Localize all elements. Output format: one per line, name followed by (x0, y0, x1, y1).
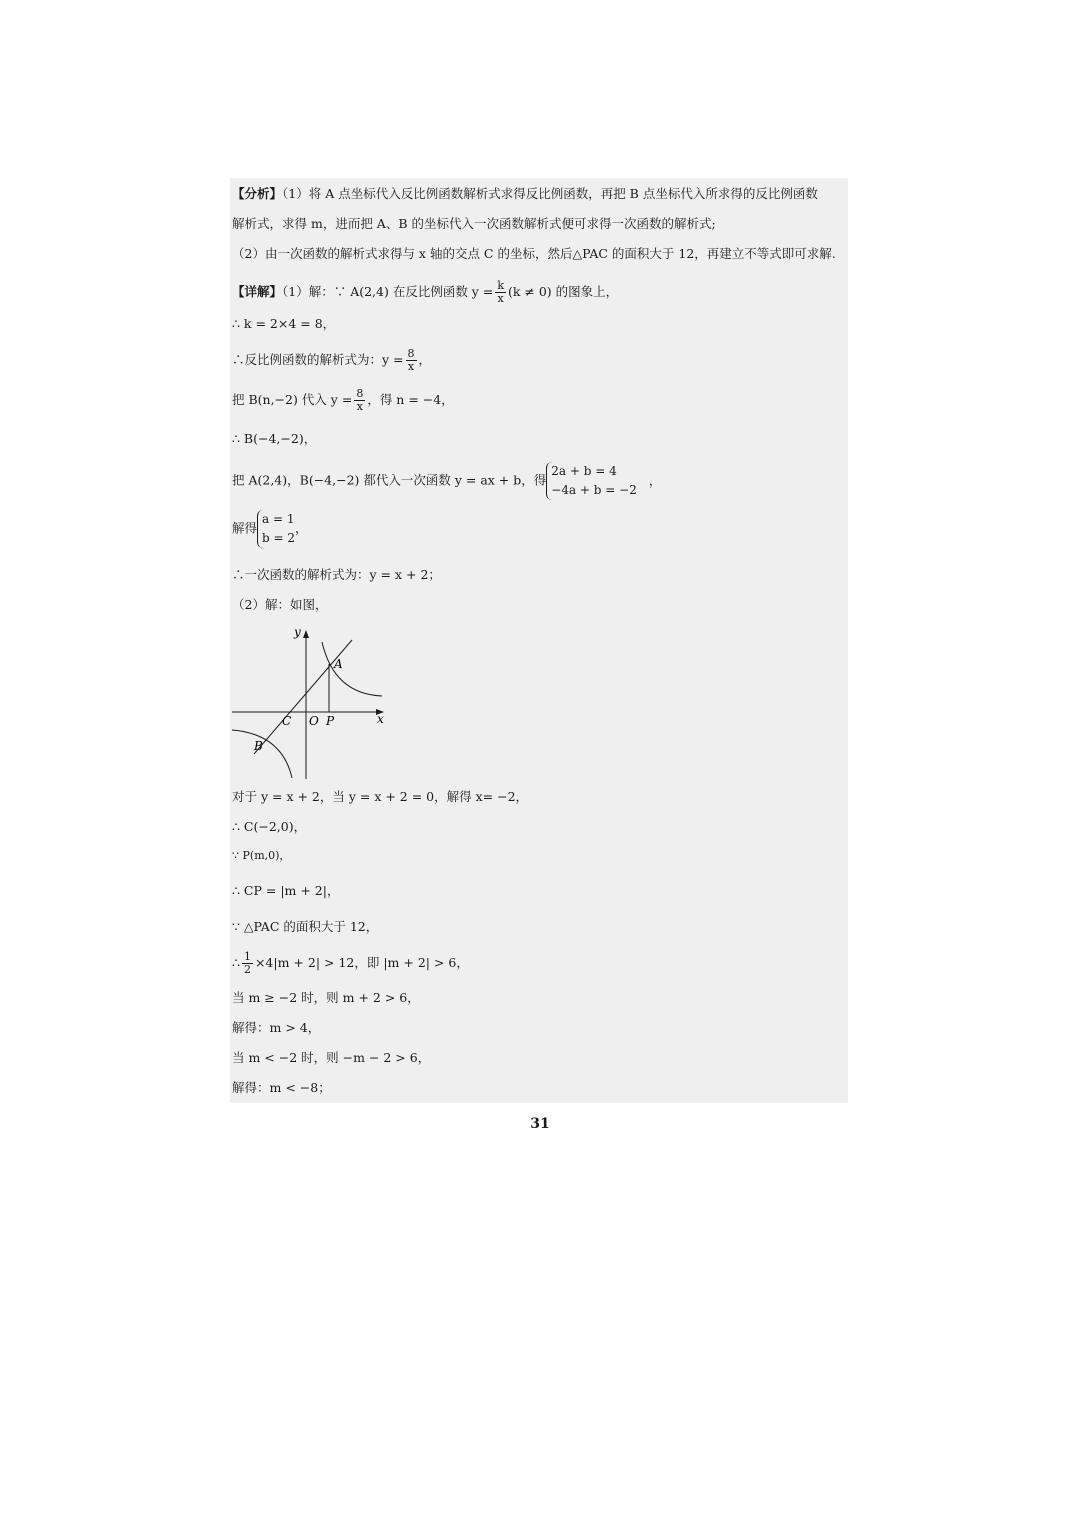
detail-tag: 【详解】 (232, 284, 283, 299)
detail-text-7a: 解得 (232, 520, 258, 536)
label-c: C (282, 714, 292, 728)
detail-line-9: （2）解：如图， (232, 597, 328, 612)
fraction-denominator: 2 (243, 963, 251, 976)
detail-line-16: 当 m ≥ −2 时，则 m + 2 > 6， (232, 990, 420, 1005)
detail-text-7b: ， (295, 520, 308, 536)
detail-line-3 (232, 348, 431, 373)
equation-row: b = 2 (262, 531, 296, 545)
fraction-one-half (242, 951, 253, 976)
fraction-denominator: x (356, 400, 363, 413)
label-b: B (254, 739, 263, 753)
analysis-text-1: （1）将 A 点坐标代入反比例函数解析式求得反比例函数，再把 B 点坐标代入所求得的反比例函数 (282, 186, 818, 201)
fraction-numerator: 1 (243, 950, 251, 963)
label-x: x (377, 712, 384, 726)
fraction-denominator: x (497, 292, 504, 305)
fraction-denominator: x (407, 360, 415, 373)
coordinate-figure (230, 624, 390, 784)
detail-text-6b: ， (648, 472, 662, 488)
fraction-8-over-x (406, 348, 417, 373)
detail-text-1a: （1）解：∵ A(2,4) 在反比例函数 y = (282, 284, 494, 299)
y-axis-arrow (303, 630, 309, 638)
detail-line-8: ∴一次函数的解析式为：y = x + 2； (232, 567, 441, 582)
detail-line-2: ∴ k = 2×4 = 8， (232, 316, 336, 331)
detail-text-15a: ∴ (232, 955, 240, 970)
detail-line-6 (232, 462, 661, 500)
detail-text-3b: ， (418, 352, 432, 367)
detail-line-10: 对于 y = x + 2，当 y = x + 2 = 0，解得 x= −2， (232, 789, 529, 804)
detail-line-13: ∴ CP = |m + 2|， (232, 883, 340, 898)
page-number: 31 (530, 1116, 550, 1132)
detail-text-1b: (k ≠ 0) 的图象上， (507, 284, 619, 299)
detail-line-11: ∴ C(−2,0)， (232, 819, 307, 834)
fraction-k-over-x (495, 280, 506, 305)
detail-line-15 (232, 951, 469, 976)
detail-line-12: ∵ P(m,0)， (232, 849, 291, 862)
detail-line-18: 当 m < −2 时，则 −m − 2 > 6， (232, 1050, 431, 1065)
fraction-numerator: k (497, 279, 504, 292)
detail-line-4 (232, 388, 454, 413)
label-y: y (294, 625, 301, 639)
detail-line-7 (232, 510, 308, 548)
label-o: O (309, 714, 319, 728)
detail-line-1 (232, 280, 618, 305)
detail-text-3a: ∴反比例函数的解析式为：y = (232, 352, 404, 367)
detail-text-15b: ×4|m + 2| > 12，即 |m + 2| > 6， (254, 955, 469, 970)
analysis-line-3: （2）由一次函数的解析式求得与 x 轴的交点 C 的坐标，然后△PAC 的面积大于 12，再建立不等式即可求解. (232, 246, 836, 261)
equation-row: a = 1 (262, 512, 295, 526)
detail-line-17: 解得：m > 4， (232, 1020, 321, 1035)
analysis-tag: 【分析】 (232, 186, 283, 201)
label-a: A (334, 657, 343, 671)
detail-text-4a: 把 B(n,−2) 代入 y = (232, 392, 353, 407)
detail-line-14: ∵ △PAC 的面积大于 12， (232, 919, 379, 934)
equation-system-2 (257, 510, 295, 548)
detail-text-4b: ，得 n = −4， (367, 392, 454, 407)
hyperbola-branch-upper (322, 642, 382, 696)
analysis-line-2: 解析式，求得 m，进而把 A、B 的坐标代入一次函数解析式便可求得一次函数的解析式; (232, 216, 716, 231)
hyperbola-branch-lower (232, 730, 292, 778)
fraction-numerator: 8 (407, 347, 415, 360)
fraction-numerator: 8 (356, 387, 364, 400)
label-p: P (326, 714, 335, 728)
fraction-8-over-x-2 (354, 388, 365, 413)
detail-text-6a: 把 A(2,4)，B(−4,−2) 都代入一次函数 y = ax + b，得 (232, 472, 547, 488)
equation-row: −4a + b = −2 (551, 483, 637, 497)
detail-line-5: ∴ B(−4,−2)， (232, 431, 317, 446)
detail-line-19: 解得：m < −8； (232, 1080, 331, 1095)
analysis-line-1 (232, 186, 818, 202)
equation-row: 2a + b = 4 (551, 464, 617, 478)
equation-system-1 (546, 462, 637, 500)
